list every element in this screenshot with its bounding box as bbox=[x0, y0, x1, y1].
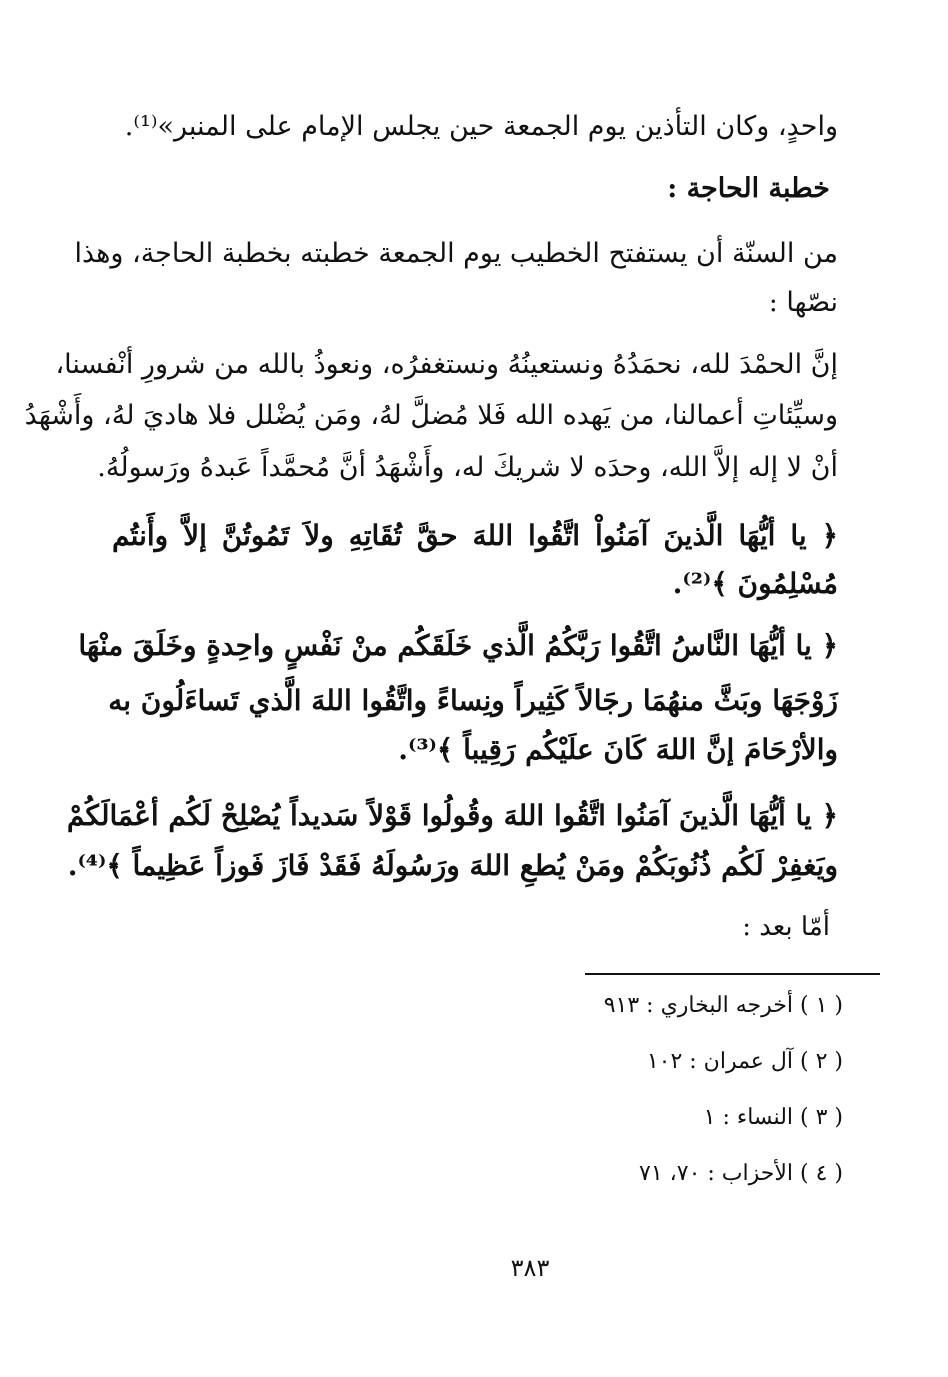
amma-baad: أمّا بعد : bbox=[742, 912, 830, 942]
footnote-3: ( ٣ ) النساء : ١ bbox=[703, 1105, 843, 1130]
verse-1-line-1: ﴿ يا أيُّهَا الَّذينَ آمَنُواْ اتَّقُوا اللهَ حقَّ تُقَاتِهِ ولاَ تَمُوتُنَّ إلاَّ وأَنتُم bbox=[112, 519, 838, 552]
section-heading: خطبة الحاجة : bbox=[667, 173, 830, 204]
khutba-line-1: إنَّ الحمْدَ لله، نحمَدُهُ ونستعينُهُ ونستغفرُه، ونعوذُ بالله من شرورِ أنْفسنا، bbox=[55, 349, 838, 380]
verse-2-line-1: ﴿ يا أيُّهَا النَّاسُ اتَّقُوا رَبَّكُمُ الَّذي خَلَقَكُم منْ نَفْسٍ واحِدةٍ وخَلَقَ منْهَا bbox=[78, 629, 838, 662]
khutba-line-3: أنْ لا إله إلاَّ الله، وحدَه لا شريكَ له، وأَشْهَدُ أنَّ مُحمَّداً عَبدهُ ورَسولُهُ. bbox=[97, 452, 838, 483]
verse-2-line-2: زَوْجَهَا وبَثَّ منهُمَا رجَالاً كَثِيراً ونِساءً واتَّقُوا اللهَ الَّذي تَساءَلُونَ به bbox=[108, 684, 838, 717]
footnote-divider bbox=[585, 973, 880, 975]
footnote-1: ( ١ ) أخرجه البخاري : ٩١٣ bbox=[603, 993, 843, 1018]
footnote-list bbox=[604, 992, 843, 1216]
page-number: ٣٨٣ bbox=[510, 1254, 550, 1282]
verse-3-line-1: ﴿ يا أيُّهَا الَّذينَ آمَنُوا اتَّقُوا اللهَ وقُولُوا قَوْلاً سَديداً يُصْلِحْ لَكُم أعْمَالَكُمْ bbox=[66, 799, 838, 832]
verse-2-line-3: والأرْحَامَ إنَّ اللهَ كَانَ علَيْكُم رَقِيباً ﴾⁽³⁾. bbox=[398, 733, 838, 766]
khutba-line-2: وسيِّئاتِ أعمالنا، من يَهده الله فَلا مُضلَّ لهُ، ومَن يُضْلل فلا هاديَ لهُ، وأَشْهَدُ bbox=[24, 400, 838, 431]
section-intro-line-2: نصّها : bbox=[768, 287, 838, 318]
footnote-2: ( ٢ ) آل عمران : ١٠٢ bbox=[646, 1049, 843, 1074]
verse-1-line-2: مُسْلِمُونَ ﴾⁽²⁾. bbox=[672, 567, 838, 600]
section-intro-line-1: من السنّة أن يستفتح الخطيب يوم الجمعة خطبته بخطبة الحاجة، وهذا bbox=[74, 238, 838, 269]
footnote-4: ( ٤ ) الأحزاب : ٧٠، ٧١ bbox=[639, 1161, 843, 1186]
intro-line-1: واحدٍ، وكان التأذين يوم الجمعة حين يجلس الإمام على المنبر»⁽¹⁾. bbox=[124, 111, 838, 142]
verse-3-line-2: ويَغفِرْ لَكُم ذُنُوبَكُمْ ومَنْ يُطعِ اللهَ ورَسُولَهُ فَقَدْ فَازَ فَوزاً عَظِيماً ﴾⁽⁴⁾. bbox=[67, 849, 838, 882]
